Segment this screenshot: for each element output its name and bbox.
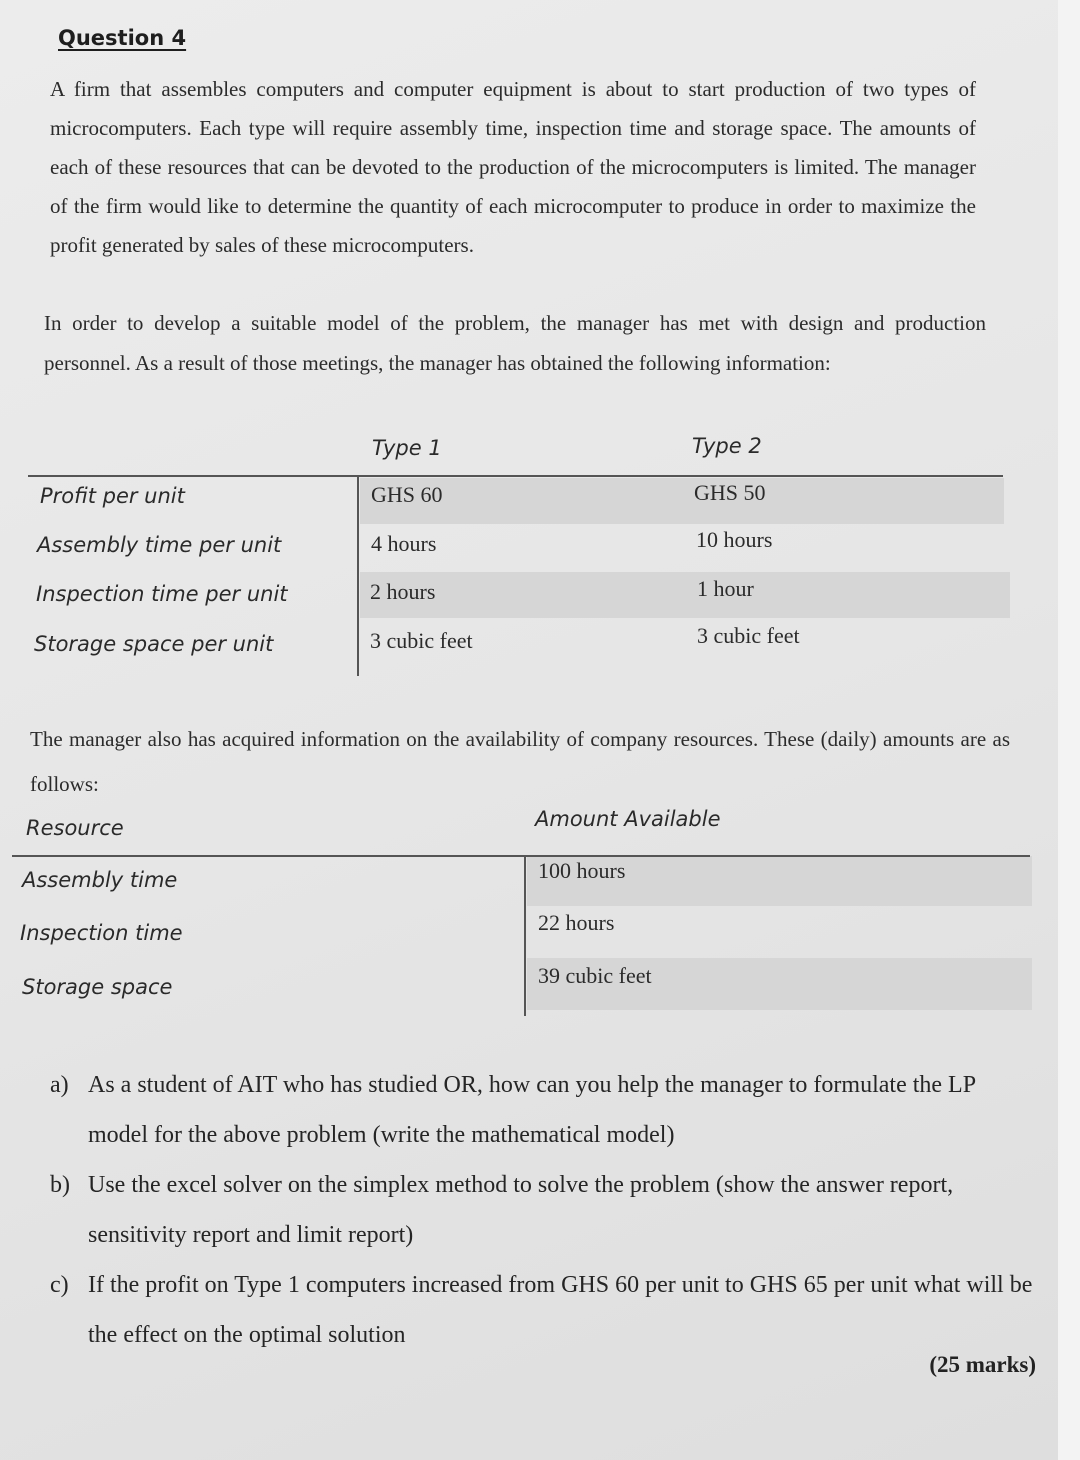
question-label: c) <box>50 1272 69 1298</box>
marks-total: (25 marks) <box>929 1352 1036 1377</box>
table1-row-label: Storage space per unit <box>34 632 274 656</box>
table2-header-amount: Amount Available <box>535 807 721 831</box>
table1-cell-type1: 3 cubic feet <box>370 628 473 653</box>
table2-row-label: Storage space <box>22 975 173 999</box>
availability-text: The manager also has acquired information on the availability of company resources. These (daily) amounts are as follows: <box>30 727 1010 796</box>
question-item-b <box>40 1160 1040 1260</box>
table1-cell-type2: GHS 50 <box>694 480 766 505</box>
question-label: b) <box>50 1172 70 1198</box>
table1-cell-type1: GHS 60 <box>371 482 443 507</box>
intro-text: A firm that assembles computers and computer equipment is about to start production of two types of microcomputers. Each type will require assembly time, inspection time and storage space. The amounts of each of these resources that can be devoted to the production of the microcomputers is limited. The manager of the firm would like to determine the quantity of each microcomputer to produce in order to maximize the profit generated by sales of these microcomputers. <box>50 77 976 257</box>
table1-cell-type1: 2 hours <box>370 579 436 604</box>
question-item-a <box>40 1060 1040 1160</box>
table2-header-rule <box>12 855 1030 857</box>
table1-cell-type2: 3 cubic feet <box>697 623 800 648</box>
table1-row-label: Inspection time per unit <box>36 582 288 606</box>
table1-header-rule <box>28 475 1003 477</box>
question-text: Use the excel solver on the simplex method to solve the problem (show the answer report, sensitivity report and limit report) <box>88 1172 954 1248</box>
table1-row-label: Profit per unit <box>40 484 185 508</box>
question-text: As a student of AIT who has studied OR, how can you help the manager to formulate the LP model for the above problem (write the mathematical model) <box>88 1072 976 1148</box>
table1-column-rule <box>357 476 359 676</box>
intro-paragraph <box>50 70 976 265</box>
meetings-paragraph <box>44 303 986 383</box>
table1-header-type2: Type 2 <box>692 434 762 458</box>
page-edge <box>1058 0 1080 1460</box>
table2-cell-amount: 39 cubic feet <box>538 963 652 988</box>
availability-paragraph <box>30 717 1010 807</box>
question-text: If the profit on Type 1 computers increased from GHS 60 per unit to GHS 65 per unit what will be the effect on the optimal solution <box>88 1272 1033 1348</box>
table1-header-type1: Type 1 <box>372 436 442 460</box>
table1-row-shade-3 <box>360 572 1010 618</box>
table2-cell-amount: 100 hours <box>538 858 626 883</box>
table2-column-rule <box>524 856 526 1016</box>
question-list <box>40 1060 1040 1360</box>
question-label: a) <box>50 1072 69 1098</box>
table2-row-label: Inspection time <box>20 921 183 945</box>
table2-header-resource: Resource <box>26 816 124 840</box>
table1-cell-type2: 10 hours <box>696 527 773 552</box>
table2-row-label: Assembly time <box>22 868 178 892</box>
meetings-text: In order to develop a suitable model of the problem, the manager has met with design and production personnel. As a result of those meetings, the manager has obtained the following information: <box>44 311 986 375</box>
table1-cell-type2: 1 hour <box>697 576 754 601</box>
question-heading: Question 4 <box>58 26 187 50</box>
table1-row-label: Assembly time per unit <box>37 533 282 557</box>
table2-cell-amount: 22 hours <box>538 910 615 935</box>
question-item-c <box>40 1260 1040 1360</box>
table1-cell-type1: 4 hours <box>371 531 437 556</box>
table1-row-shade-1 <box>360 478 1004 524</box>
